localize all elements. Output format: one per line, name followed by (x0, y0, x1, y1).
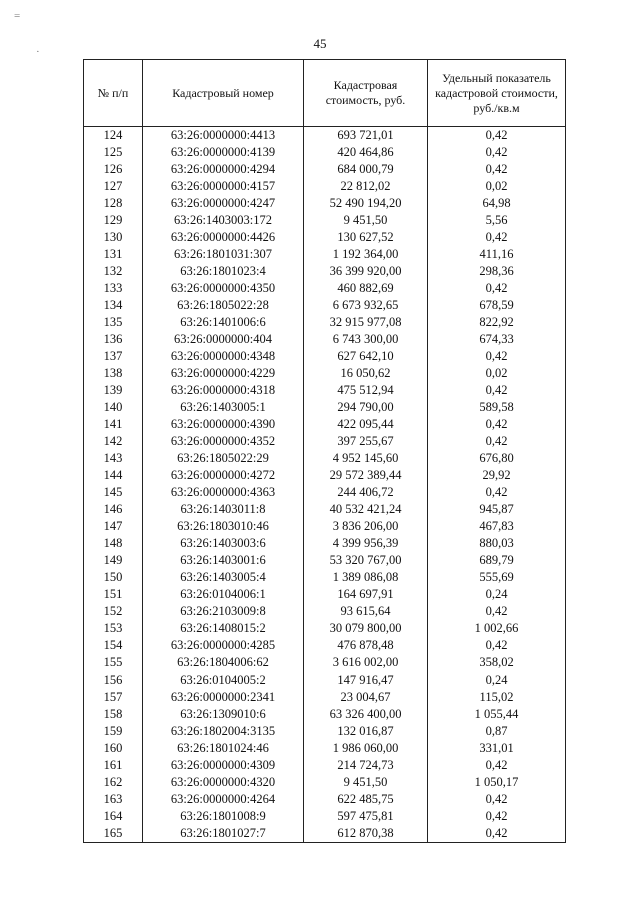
table-row (84, 791, 566, 808)
specific-value: 0,02 (428, 178, 566, 195)
cadastral-cost: 40 532 421,24 (304, 501, 428, 518)
table-row (84, 552, 566, 569)
row-number: 165 (84, 825, 143, 843)
row-number: 129 (84, 212, 143, 229)
cadastral-number: 63:26:1805022:29 (143, 450, 304, 467)
table-row (84, 178, 566, 195)
specific-value: 411,16 (428, 246, 566, 263)
table-row (84, 433, 566, 450)
specific-value: 674,33 (428, 331, 566, 348)
cadastral-cost: 1 389 086,08 (304, 569, 428, 586)
cadastral-cost: 4 952 145,60 (304, 450, 428, 467)
table-row (84, 280, 566, 297)
cadastral-cost: 214 724,73 (304, 757, 428, 774)
row-number: 140 (84, 399, 143, 416)
specific-value: 822,92 (428, 314, 566, 331)
cadastral-number: 63:26:0000000:4350 (143, 280, 304, 297)
cadastral-number: 63:26:0000000:4318 (143, 382, 304, 399)
specific-value: 0,42 (428, 127, 566, 145)
cadastral-number: 63:26:0000000:4390 (143, 416, 304, 433)
cadastral-cost: 63 326 400,00 (304, 706, 428, 723)
specific-value: 0,42 (428, 433, 566, 450)
cadastral-cost: 475 512,94 (304, 382, 428, 399)
cadastral-number: 63:26:0000000:4352 (143, 433, 304, 450)
row-number: 135 (84, 314, 143, 331)
cadastral-cost: 3 616 002,00 (304, 654, 428, 671)
cadastral-cost: 1 986 060,00 (304, 740, 428, 757)
cadastral-cost: 9 451,50 (304, 212, 428, 229)
table-row (84, 161, 566, 178)
specific-value: 0,42 (428, 808, 566, 825)
cadastral-number: 63:26:1801027:7 (143, 825, 304, 843)
row-number: 136 (84, 331, 143, 348)
cadastral-cost: 29 572 389,44 (304, 467, 428, 484)
row-number: 146 (84, 501, 143, 518)
row-number: 124 (84, 127, 143, 145)
row-number: 151 (84, 586, 143, 603)
cadastral-number: 63:26:1801024:46 (143, 740, 304, 757)
cadastral-number: 63:26:0104005:2 (143, 672, 304, 689)
table-row (84, 569, 566, 586)
cadastral-cost: 93 615,64 (304, 603, 428, 620)
row-number: 149 (84, 552, 143, 569)
table-row (84, 144, 566, 161)
table-row (84, 501, 566, 518)
cadastral-number: 63:26:1804006:62 (143, 654, 304, 671)
cadastral-number: 63:26:1408015:2 (143, 620, 304, 637)
cadastral-cost: 693 721,01 (304, 127, 428, 145)
header-cadastral-cost: Кадастровая стоимость, руб. (304, 60, 428, 127)
row-number: 150 (84, 569, 143, 586)
cadastral-cost: 684 000,79 (304, 161, 428, 178)
table-row (84, 825, 566, 843)
row-number: 127 (84, 178, 143, 195)
cadastral-cost: 132 016,87 (304, 723, 428, 740)
cadastral-number: 63:26:0000000:4413 (143, 127, 304, 145)
specific-value: 0,42 (428, 229, 566, 246)
cadastral-number: 63:26:0000000:4139 (143, 144, 304, 161)
table-row (84, 723, 566, 740)
table-row (84, 450, 566, 467)
cadastral-number: 63:26:0000000:4309 (143, 757, 304, 774)
cadastral-number: 63:26:0000000:404 (143, 331, 304, 348)
table-row (84, 127, 566, 145)
row-number: 131 (84, 246, 143, 263)
cadastral-cost: 130 627,52 (304, 229, 428, 246)
table-row (84, 637, 566, 654)
specific-value: 1 002,66 (428, 620, 566, 637)
specific-value: 0,42 (428, 484, 566, 501)
specific-value: 0,02 (428, 365, 566, 382)
table-row (84, 774, 566, 791)
table-row (84, 740, 566, 757)
cadastral-number: 63:26:0000000:4264 (143, 791, 304, 808)
row-number: 160 (84, 740, 143, 757)
cadastral-number: 63:26:0000000:4348 (143, 348, 304, 365)
row-number: 134 (84, 297, 143, 314)
row-number: 139 (84, 382, 143, 399)
table-row (84, 484, 566, 501)
specific-value: 1 050,17 (428, 774, 566, 791)
table-row (84, 757, 566, 774)
row-number: 128 (84, 195, 143, 212)
cadastral-cost: 4 399 956,39 (304, 535, 428, 552)
cadastral-number: 63:26:0000000:4285 (143, 637, 304, 654)
table-row (84, 382, 566, 399)
specific-value: 0,42 (428, 757, 566, 774)
cadastral-cost: 1 192 364,00 (304, 246, 428, 263)
specific-value: 0,42 (428, 144, 566, 161)
row-number: 147 (84, 518, 143, 535)
row-number: 148 (84, 535, 143, 552)
cadastral-cost: 244 406,72 (304, 484, 428, 501)
table-row (84, 212, 566, 229)
row-number: 145 (84, 484, 143, 501)
cadastral-cost: 422 095,44 (304, 416, 428, 433)
header-cadastral-number: Кадастровый номер (143, 60, 304, 127)
specific-value: 689,79 (428, 552, 566, 569)
row-number: 126 (84, 161, 143, 178)
cadastral-cost: 476 878,48 (304, 637, 428, 654)
cadastral-number: 63:26:1801008:9 (143, 808, 304, 825)
cadastral-cost: 597 475,81 (304, 808, 428, 825)
cadastral-number: 63:26:1801031:307 (143, 246, 304, 263)
cadastral-number: 63:26:1801023:4 (143, 263, 304, 280)
table-row (84, 416, 566, 433)
row-number: 138 (84, 365, 143, 382)
cadastral-number: 63:26:1309010:6 (143, 706, 304, 723)
row-number: 141 (84, 416, 143, 433)
cadastral-cost: 52 490 194,20 (304, 195, 428, 212)
row-number: 159 (84, 723, 143, 740)
cadastral-number: 63:26:0000000:4229 (143, 365, 304, 382)
cadastral-cost: 32 915 977,08 (304, 314, 428, 331)
cadastral-cost: 627 642,10 (304, 348, 428, 365)
specific-value: 0,42 (428, 791, 566, 808)
table-row (84, 672, 566, 689)
cadastral-table (83, 59, 566, 843)
specific-value: 0,87 (428, 723, 566, 740)
cadastral-number: 63:26:2103009:8 (143, 603, 304, 620)
specific-value: 0,42 (428, 382, 566, 399)
row-number: 155 (84, 654, 143, 671)
specific-value: 555,69 (428, 569, 566, 586)
row-number: 142 (84, 433, 143, 450)
table-row (84, 348, 566, 365)
row-number: 152 (84, 603, 143, 620)
table-row (84, 229, 566, 246)
specific-value: 676,80 (428, 450, 566, 467)
scan-mark: · (36, 46, 40, 58)
cadastral-cost: 36 399 920,00 (304, 263, 428, 280)
cadastral-cost: 147 916,47 (304, 672, 428, 689)
header-specific-value: Удельный показатель кадастровой стоимости, руб./кв.м (428, 60, 566, 127)
row-number: 144 (84, 467, 143, 484)
specific-value: 0,42 (428, 416, 566, 433)
cadastral-cost: 622 485,75 (304, 791, 428, 808)
table-row (84, 603, 566, 620)
specific-value: 0,42 (428, 348, 566, 365)
table-row (84, 518, 566, 535)
specific-value: 64,98 (428, 195, 566, 212)
specific-value: 0,42 (428, 161, 566, 178)
row-number: 162 (84, 774, 143, 791)
specific-value: 29,92 (428, 467, 566, 484)
cadastral-cost: 6 743 300,00 (304, 331, 428, 348)
row-number: 156 (84, 672, 143, 689)
table-header-row (84, 60, 566, 127)
table-row (84, 314, 566, 331)
table-row (84, 654, 566, 671)
cadastral-number: 63:26:1802004:3135 (143, 723, 304, 740)
specific-value: 0,24 (428, 586, 566, 603)
specific-value: 0,42 (428, 637, 566, 654)
cadastral-number: 63:26:0000000:4272 (143, 467, 304, 484)
row-number: 158 (84, 706, 143, 723)
table-row (84, 620, 566, 637)
cadastral-number: 63:26:0000000:4363 (143, 484, 304, 501)
cadastral-number: 63:26:1403003:6 (143, 535, 304, 552)
table-row (84, 535, 566, 552)
table-row (84, 706, 566, 723)
specific-value: 1 055,44 (428, 706, 566, 723)
cadastral-number: 63:26:1403005:4 (143, 569, 304, 586)
cadastral-cost: 53 320 767,00 (304, 552, 428, 569)
cadastral-cost: 3 836 206,00 (304, 518, 428, 535)
cadastral-number: 63:26:1403005:1 (143, 399, 304, 416)
row-number: 143 (84, 450, 143, 467)
table-row (84, 297, 566, 314)
table-row (84, 246, 566, 263)
cadastral-cost: 6 673 932,65 (304, 297, 428, 314)
specific-value: 945,87 (428, 501, 566, 518)
specific-value: 0,42 (428, 825, 566, 843)
specific-value: 115,02 (428, 689, 566, 706)
cadastral-number: 63:26:1401006:6 (143, 314, 304, 331)
specific-value: 467,83 (428, 518, 566, 535)
cadastral-cost: 460 882,69 (304, 280, 428, 297)
row-number: 133 (84, 280, 143, 297)
table-row (84, 586, 566, 603)
cadastral-number: 63:26:1403011:8 (143, 501, 304, 518)
specific-value: 678,59 (428, 297, 566, 314)
cadastral-cost: 16 050,62 (304, 365, 428, 382)
row-number: 157 (84, 689, 143, 706)
specific-value: 0,42 (428, 603, 566, 620)
row-number: 137 (84, 348, 143, 365)
table-row (84, 195, 566, 212)
table-row (84, 365, 566, 382)
cadastral-cost: 23 004,67 (304, 689, 428, 706)
cadastral-number: 63:26:0000000:4426 (143, 229, 304, 246)
table-row (84, 331, 566, 348)
cadastral-cost: 22 812,02 (304, 178, 428, 195)
row-number: 125 (84, 144, 143, 161)
table-row (84, 689, 566, 706)
cadastral-number: 63:26:0000000:4320 (143, 774, 304, 791)
row-number: 130 (84, 229, 143, 246)
row-number: 132 (84, 263, 143, 280)
table-row (84, 808, 566, 825)
page-number: 45 (313, 36, 327, 51)
table-body (84, 127, 566, 843)
cadastral-cost: 397 255,67 (304, 433, 428, 450)
table-row (84, 467, 566, 484)
scan-mark: = (14, 10, 21, 22)
cadastral-number: 63:26:0000000:4157 (143, 178, 304, 195)
row-number: 153 (84, 620, 143, 637)
cadastral-cost: 294 790,00 (304, 399, 428, 416)
row-number: 154 (84, 637, 143, 654)
specific-value: 0,42 (428, 280, 566, 297)
specific-value: 331,01 (428, 740, 566, 757)
row-number: 164 (84, 808, 143, 825)
specific-value: 0,24 (428, 672, 566, 689)
table-row (84, 399, 566, 416)
cadastral-number: 63:26:1403003:172 (143, 212, 304, 229)
cadastral-number: 63:26:0000000:4247 (143, 195, 304, 212)
cadastral-number: 63:26:1805022:28 (143, 297, 304, 314)
cadastral-cost: 30 079 800,00 (304, 620, 428, 637)
cadastral-number: 63:26:0000000:2341 (143, 689, 304, 706)
table-row (84, 263, 566, 280)
specific-value: 358,02 (428, 654, 566, 671)
cadastral-cost: 9 451,50 (304, 774, 428, 791)
cadastral-cost: 612 870,38 (304, 825, 428, 843)
cadastral-number: 63:26:0104006:1 (143, 586, 304, 603)
header-number: № п/п (84, 60, 143, 127)
cadastral-number: 63:26:1803010:46 (143, 518, 304, 535)
cadastral-cost: 164 697,91 (304, 586, 428, 603)
specific-value: 589,58 (428, 399, 566, 416)
specific-value: 298,36 (428, 263, 566, 280)
cadastral-number: 63:26:1403001:6 (143, 552, 304, 569)
cadastral-cost: 420 464,86 (304, 144, 428, 161)
specific-value: 5,56 (428, 212, 566, 229)
cadastral-number: 63:26:0000000:4294 (143, 161, 304, 178)
row-number: 163 (84, 791, 143, 808)
specific-value: 880,03 (428, 535, 566, 552)
row-number: 161 (84, 757, 143, 774)
